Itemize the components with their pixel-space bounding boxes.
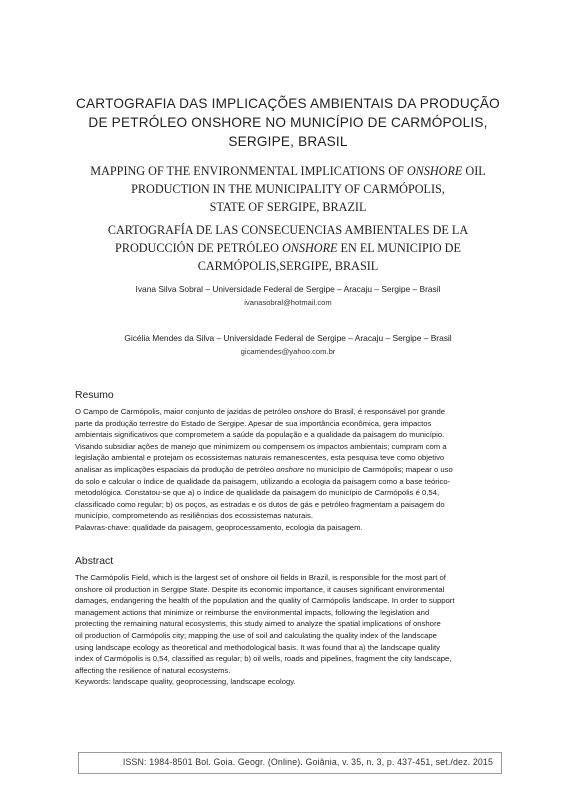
abstract-line: oil production of Carmópolis city; mapping the use of soil and calculating the quality index of the landscape bbox=[75, 630, 437, 640]
abstract-line: affecting the resilience of natural ecosystems. bbox=[75, 665, 231, 675]
resumo-line: analisar as implicações espaciais da produção de petróleo onshore no município de Carmópolis; mapear o uso bbox=[75, 464, 453, 474]
abstract-line: management actions that minimize or reimburse the environmental impacts, following the legislation and bbox=[75, 607, 430, 617]
title-en-line: MAPPING OF THE ENVIRONMENTAL IMPLICATIONS OF ONSHORE OIL bbox=[90, 164, 486, 178]
resumo-line: metodológica. Constatou-se que a) o índice de qualidade da paisagem do município de Carmópolis é 0,54, bbox=[75, 488, 440, 498]
abstract-heading: Abstract bbox=[75, 556, 114, 567]
abstract-body bbox=[75, 572, 509, 688]
author-1-email: ivanasobral@hotmail.com bbox=[244, 298, 332, 307]
resumo-keywords: Palavras-chave: qualidade da paisagem, geoprocessamento, ecologia da paisagem. bbox=[75, 522, 363, 532]
resumo-line: do solo e calcular o índice de qualidade da paisagem, utilizando a ecologia da paisagem como a base teórico- bbox=[75, 476, 451, 486]
resumo-line: município, comprometendo as resiliências dos ecossistemas naturais. bbox=[75, 511, 313, 521]
resumo-body bbox=[75, 406, 509, 534]
abstract-keywords: Keywords: landscape quality, geoprocessing, landscape ecology. bbox=[75, 677, 296, 687]
resumo-line: ambientais significativos que comprometem a saúde da população e a qualidade da paisagem do município. bbox=[75, 430, 445, 440]
resumo-line: O Campo de Carmópolis, maior conjunto de jazidas de petróleo onshore do Brasil, é responsável por grande bbox=[75, 407, 446, 416]
title-pt-line: CARTOGRAFIA DAS IMPLICAÇÕES AMBIENTAIS DA PRODUÇÃO bbox=[76, 96, 500, 111]
abstract-line: protecting the remaining natural ecosystems, this study aimed to analyze the spatial implications of onshore bbox=[75, 619, 441, 629]
resumo-line: parte da produção terrestre do Estado de Sergipe. Apesar de sua importância econômica, gera impactos bbox=[75, 418, 432, 428]
abstract-line: using landscape ecology as theoretical and methodological basis. It was found that a) the landscape quality bbox=[75, 642, 440, 652]
title-pt-line: DE PETRÓLEO ONSHORE NO MUNICÍPIO DE CARMÓPOLIS, bbox=[88, 115, 488, 130]
title-en-line: STATE OF SERGIPE, BRAZIL bbox=[209, 200, 367, 214]
author-1: Ivana Silva Sobral – Universidade Federal de Sergipe – Aracaju – Sergipe – Brasil bbox=[135, 284, 441, 294]
title-en-line: PRODUCTION IN THE MUNICIPALITY OF CARMÓPOLIS, bbox=[131, 182, 445, 196]
resumo-line: legislação ambiental e protejam os ecossistemas naturais remanescentes, esta pesquisa teve como objetivo bbox=[75, 453, 445, 463]
title-es-line: CARMÓPOLIS,SERGIPE, BRASIL bbox=[197, 259, 379, 273]
abstract-line: onshore oil production in Sergipe State. Despite its economic importance, it causes significant environmental bbox=[75, 584, 445, 594]
author-2-email: gicamendes@yahoo.com.br bbox=[240, 347, 336, 356]
abstract-line: index of Carmópolis is 0,54, classified as regular; b) oil wells, roads and pipelines, fragment the city landscape, bbox=[75, 654, 452, 664]
resumo-heading: Resumo bbox=[75, 390, 114, 401]
author-2: Gicélia Mendes da Silva – Universidade Federal de Sergipe – Aracaju – Sergipe – Brasil bbox=[124, 333, 452, 343]
title-es-line: PRODUCCIÓN DE PETRÓLEO ONSHORE EN EL MUNICIPIO DE bbox=[115, 241, 461, 255]
journal-citation: ISSN: 1984-8501 Bol. Goia. Geogr. (Online). Goiânia, v. 35, n. 3, p. 437-451, set./dez. 2015 bbox=[122, 757, 493, 767]
journal-citation-box bbox=[78, 752, 502, 774]
abstract-line: damages, endangering the health of the population and the quality of Carmópolis landscape. In order to support bbox=[75, 596, 455, 606]
title-spanish bbox=[70, 221, 506, 275]
abstract-line: The Carmópolis Field, which is the largest set of onshore oil fields in Brazil, is responsible for the most part of bbox=[75, 573, 446, 582]
title-portuguese bbox=[70, 94, 506, 151]
resumo-line: classificado como regular; b) os poços, as estradas e os dutos de gás e petróleo fragmentam a paisagem do bbox=[75, 499, 445, 509]
title-es-line: CARTOGRAFÍA DE LAS CONSECUENCIAS AMBIENTALES DE LA bbox=[107, 223, 469, 237]
title-english bbox=[70, 162, 506, 216]
title-pt-line: SERGIPE, BRASIL bbox=[228, 134, 348, 149]
resumo-line: Visando subsidiar ações de manejo que minimizem ou compensem os impactos ambientais; cumpram com a bbox=[75, 441, 447, 451]
